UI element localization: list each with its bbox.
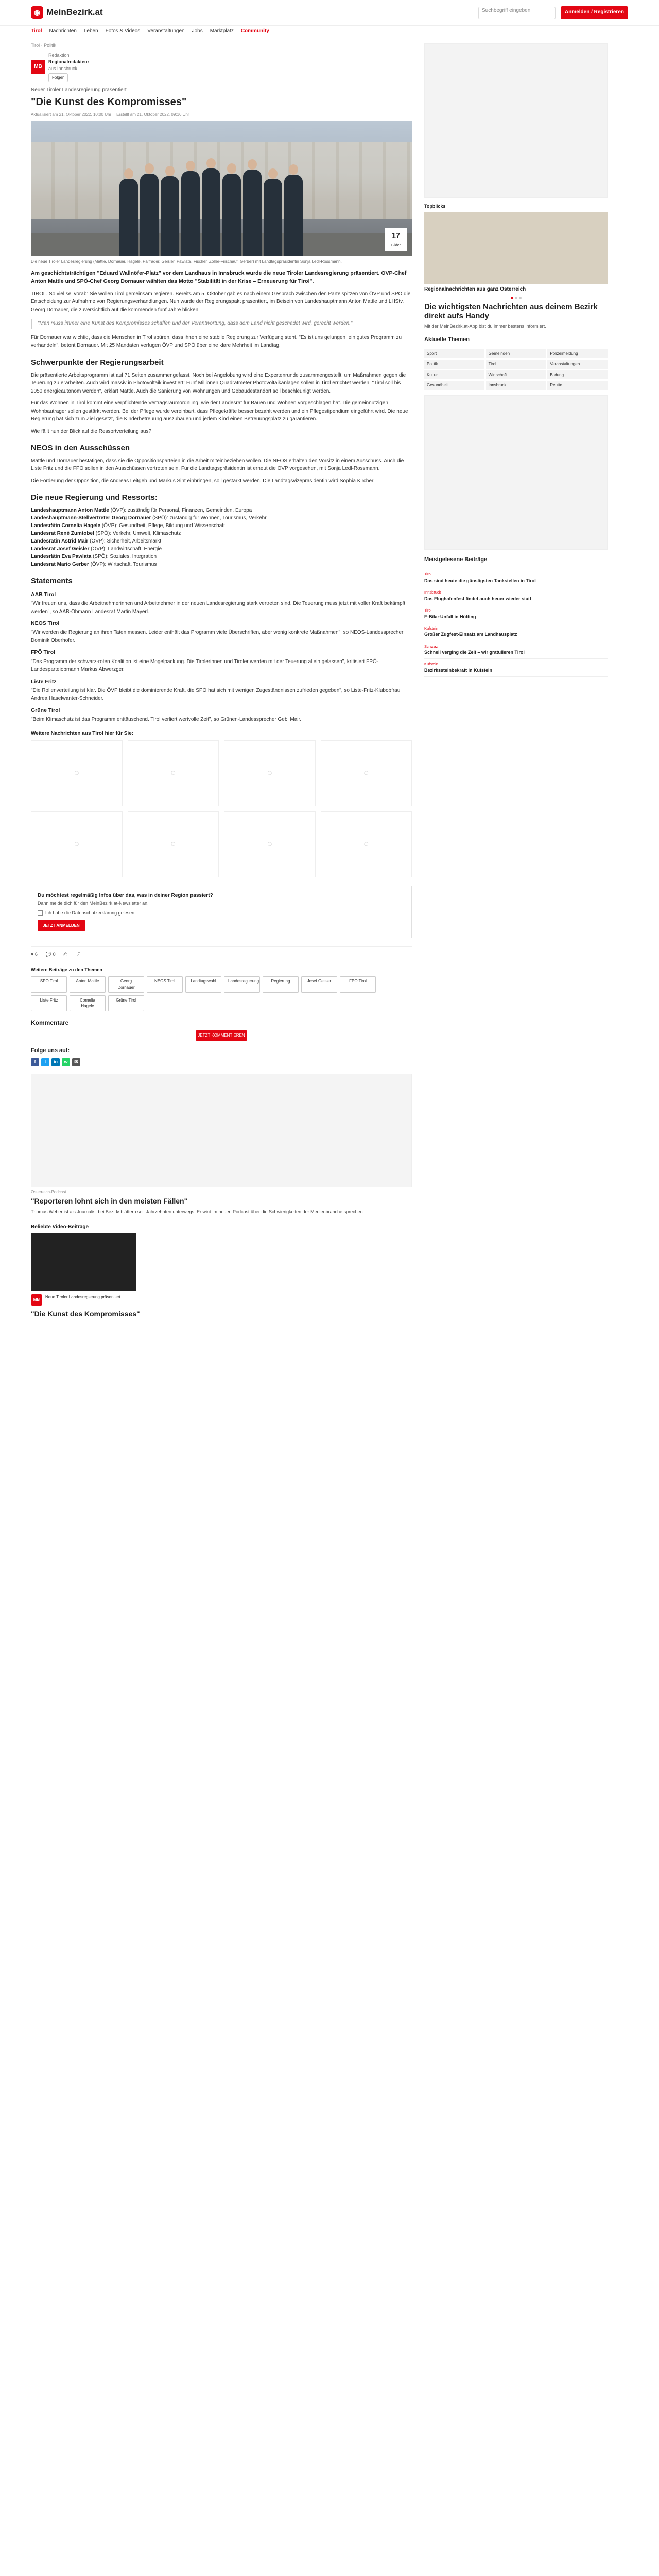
more-news-heading: Weitere Nachrichten aus Tirol hier für Sie:: [31, 730, 134, 736]
hero-image[interactable]: [31, 121, 412, 256]
section-heading: Statements: [31, 577, 73, 586]
article-paragraph: Die präsentierte Arbeitsprogramm ist auf 71 Seiten zusammengefasst. Noch bei Angelobung wird eine Expertenrunde zusammengestellt, um Maßnahmen gegen die Teuerung zu erarbeiten. Auch wird massiv in Photovoltaik investiert: Fünf Millionen Quadratmeter Photovoltaikanlagen sollen in Tirol errichtet werden. "Tirol soll bis 2050 energieautonom werden", erklärt Mattle. Auch die Sanierung von Wohnungen und Gebäudestandort soll beschleunigt werden.: [31, 372, 406, 394]
video-article-title[interactable]: "Die Kunst des Kompromisses": [31, 1309, 140, 1318]
mail-icon[interactable]: ✉: [72, 1058, 80, 1066]
main-column: [31, 38, 412, 1319]
topic-tag[interactable]: Regierung: [263, 976, 299, 992]
app-promo-title: Die wichtigsten Nachrichten aus deinem Bezirk direkt aufs Handy: [424, 302, 598, 320]
podcast-kicker: Österreich-Podcast: [31, 1189, 66, 1194]
news-card[interactable]: [224, 740, 316, 806]
most-read-title: E-Bike-Unfall in Hötting: [424, 614, 476, 619]
slider-dot[interactable]: [519, 297, 522, 299]
topic-tag[interactable]: Landesregierung: [224, 976, 260, 992]
news-card[interactable]: [321, 811, 412, 877]
article-paragraph: Mattle und Dornauer bestätigen, dass sie die Oppositionsparteien in die Arbeit miteinbeziehen wollen. Die NEOS erhalten den Vorsitz in einem Ausschuss. Auch die Liste Fritz und die FPÖ sollen in den Ausschüssen vertreten sein. Für die Landtagspräsidentin ist erneut die ÖVP vorgesehen, mit Sonja Ledl-Rossmann.: [31, 457, 404, 472]
person-figure: [284, 175, 303, 256]
logo-text: MeinBezirk.at: [46, 7, 103, 18]
login-button[interactable]: Anmelden / Registrieren: [561, 6, 628, 19]
role-item: Landesrätin Cornelia Hagele (ÖVP): Gesundheit, Pflege, Bildung und Wissenschaft: [31, 523, 225, 529]
role-item: Landesrat Josef Geisler (ÖVP): Landwirtschaft, Energie: [31, 546, 162, 552]
twitter-icon[interactable]: t: [41, 1058, 49, 1066]
photo-counter[interactable]: [385, 228, 407, 251]
newsletter-signup-button[interactable]: JETZT ANMELDEN: [38, 920, 85, 932]
sidebar-ad[interactable]: [424, 395, 608, 550]
loading-icon: ◌: [170, 840, 176, 849]
topic-tag[interactable]: NEOS Tirol: [147, 976, 183, 992]
section-heading: Die neue Regierung und Ressorts:: [31, 493, 158, 502]
site-logo[interactable]: [31, 6, 103, 19]
topthemen-heading: Topblicks: [424, 204, 446, 209]
podcast-title[interactable]: "Reporteren lohnt sich in den meisten Fällen": [31, 1197, 188, 1206]
person-figure: [243, 170, 262, 256]
more-news-grid: [31, 740, 412, 877]
nav-item-veranstaltungen[interactable]: Veranstaltungen: [147, 28, 185, 35]
author-box: [31, 52, 412, 82]
app-promo[interactable]: [424, 302, 608, 330]
author-name[interactable]: Regionalredakteur: [48, 59, 90, 65]
article-kicker: Neuer Tiroler Landesregierung präsentiert: [31, 87, 127, 93]
top-bar: [0, 0, 659, 26]
loading-icon: ◌: [267, 840, 272, 849]
content-container: [0, 38, 659, 1319]
person-figure: [161, 176, 179, 256]
topic-tag[interactable]: Georg Dornauer: [108, 976, 144, 992]
topic-tag[interactable]: SPÖ Tirol: [31, 976, 67, 992]
role-item: Landesrat René Zumtobel (SPÖ): Verkehr, Umwelt, Klimaschutz: [31, 531, 181, 537]
most-read-title: Schnell verging die Zeit – wir gratulieren Tirol: [424, 650, 525, 655]
news-card[interactable]: [321, 740, 412, 806]
role-item: Landesrätin Eva Pawlata (SPÖ): Soziales, Integration: [31, 554, 157, 560]
topthemen-slider[interactable]: [424, 212, 608, 284]
statement-title: AAB Tirol: [31, 591, 56, 598]
logo-icon: ◉: [31, 6, 43, 19]
consent-checkbox[interactable]: [38, 910, 43, 916]
main-nav: [0, 26, 659, 38]
nav-item-marktplatz[interactable]: Marktplatz: [210, 28, 234, 35]
photo-counter-label: Bilder: [391, 243, 401, 247]
statement-text: "Wir freuen uns, dass die Arbeitnehmerinnen und Arbeitnehmer in der neuen Landesregierung stark vertreten sind. Die Teuerung muss jetzt mit voller Kraft bekämpft werden", so AAB-Obmann Landesrat Martin Mayerl.: [31, 601, 406, 615]
newsletter-title: Du möchtest regelmäßig Infos über das, was in deiner Region passiert?: [38, 893, 213, 899]
nav-item-fotos[interactable]: Fotos & Videos: [105, 28, 141, 35]
news-card[interactable]: [31, 740, 123, 806]
statement-title: Grüne Tirol: [31, 707, 60, 714]
most-read-item[interactable]: [424, 659, 608, 677]
video-author: [31, 1294, 412, 1306]
statement-text: "Wir werden die Regierung an ihren Taten messen. Leider enthält das Programm viele Überschriften, aber wenig konkrete Maßnahmen", so NEOS-Landessprecher Dominik Oberhofer.: [31, 630, 404, 643]
comments-heading: Kommentare: [31, 1019, 69, 1026]
topic-tag[interactable]: Josef Geisler: [301, 976, 337, 992]
person-figure: [181, 171, 200, 256]
most-read-category: Kufstein: [424, 662, 439, 667]
most-read-item[interactable]: [424, 587, 608, 605]
newsletter-subtitle: Dann melde dich für den MeinBezirk.at-Newsletter an.: [38, 900, 149, 906]
video-author-label: Neue Tiroler Landesregierung präsentiert: [45, 1294, 120, 1299]
article-paragraph: Für das Wohnen in Tirol kommt eine verpflichtende Vertragsraumordnung, wie der Landesrat für Bauen und Wohnen vorgeschlagen hat. Die gemeinnützigen Wohnbauträger sollen gestärkt werden. Bei der Pflege wurde vereinbart, dass Pflegekräfte besser bezahlt werden und ein Pflegestipendium eingeführt wird. Die neue Regierung hat sich zum Ziel gesetzt, die Kinderbetreuung auszubauen und jedem Kind einen Betreuungsplatz zu garantieren.: [31, 400, 408, 422]
category-chip[interactable]: Tirol: [486, 360, 546, 369]
loading-icon: ◌: [267, 769, 272, 778]
most-read-title: Bezirkssteinbekraft in Kufstein: [424, 668, 493, 673]
loading-icon: ◌: [74, 769, 79, 778]
topic-tag[interactable]: Liste Fritz: [31, 995, 67, 1011]
topic-tag[interactable]: Cornelia Hagele: [70, 995, 106, 1011]
nav-item-tirol[interactable]: Tirol: [31, 28, 42, 35]
person-figure: [264, 179, 282, 256]
hero-caption: Die neue Tiroler Landesregierung (Mattle, Dornauer, Hagele, Palfrader, Geisler, Pawlata, Fischer, Zoller-Frischauf, Gerber) mit Landtagspräsidentin Sonja Ledl-Rossmann.: [31, 259, 342, 264]
heart-icon[interactable]: ♥ 6: [31, 952, 38, 957]
statement-title: Liste Fritz: [31, 678, 57, 685]
statement-text: "Das Programm der schwarz-roten Koalition ist eine Mogelpackung. Die Tirolerinnen und Tiroler werden mit der Teuerung allein gelassen", kritisiert FPÖ-Landesparteiobmann Markus Abwerzger.: [31, 658, 378, 673]
article-lead: Am geschichtsträchtigen "Eduard Wallnöfer-Platz" vor dem Landhaus in Innsbruck wurde die neue Tiroler Landesregierung präsentiert. ÖVP-Chef Anton Mattle und SPÖ-Chef Georg Dornauer wählten das Motto "Stabilität in der Krise – Erneuerung für Tirol".: [31, 270, 407, 285]
person-figure: [222, 174, 241, 256]
topic-tags: [31, 976, 412, 1011]
video-section-heading: Beliebte Video-Beiträge: [31, 1224, 89, 1230]
nav-item-jobs[interactable]: Jobs: [192, 28, 203, 35]
loading-icon: ◌: [363, 769, 369, 778]
share-icon[interactable]: ⤴: [75, 952, 80, 957]
topics-heading: Weitere Beiträge zu den Themen: [31, 967, 102, 973]
article-title: "Die Kunst des Kompromisses": [31, 96, 187, 108]
category-chip[interactable]: Gesundheit: [424, 381, 484, 390]
most-read-heading: Meistgelesene Beiträge: [424, 556, 608, 566]
statement-title: NEOS Tirol: [31, 620, 60, 627]
comment-button[interactable]: JETZT KOMMENTIEREN: [196, 1030, 247, 1041]
section-heading: Schwerpunkte der Regierungsarbeit: [31, 358, 164, 367]
aktuelle-themen-heading: Aktuelle Themen: [424, 336, 608, 346]
news-card[interactable]: [128, 811, 219, 877]
meta-published: Erstellt am 21. Oktober 2022, 09:16 Uhr: [116, 112, 189, 117]
whatsapp-icon[interactable]: w: [62, 1058, 70, 1066]
topic-tag[interactable]: FPÖ Tirol: [340, 976, 376, 992]
person-figure: [119, 179, 138, 256]
category-chip[interactable]: Wirtschaft: [486, 370, 546, 380]
category-chip[interactable]: Innsbruck: [486, 381, 546, 390]
most-read-item[interactable]: [424, 605, 608, 623]
sidebar: [424, 38, 608, 1319]
share-row: [31, 1058, 412, 1066]
most-read-category: Schwaz: [424, 643, 438, 649]
print-icon[interactable]: ⎙: [63, 952, 67, 957]
statements-list: [31, 591, 412, 724]
meta-updated: Aktualisiert am 21. Oktober 2022, 10:00 Uhr: [31, 112, 112, 117]
person-figure: [202, 168, 220, 256]
slider-dot[interactable]: [511, 297, 513, 299]
news-card[interactable]: [224, 811, 316, 877]
nav-item-nachrichten[interactable]: Nachrichten: [49, 28, 77, 35]
share-heading: Folge uns auf:: [31, 1047, 70, 1054]
most-read-category: Tirol: [424, 607, 432, 613]
hero-people: [108, 158, 314, 256]
article-meta: [31, 112, 412, 118]
category-chip[interactable]: Reutte: [547, 381, 608, 390]
video-thumbnail[interactable]: [31, 1233, 136, 1291]
comment-icon[interactable]: 💬 0: [45, 952, 56, 957]
sidebar-ad[interactable]: [424, 43, 608, 198]
most-read-item[interactable]: [424, 623, 608, 641]
loading-icon: ◌: [74, 840, 79, 849]
category-chip[interactable]: Bildung: [547, 370, 608, 380]
loading-icon: ◌: [363, 840, 369, 849]
role-item: Landesrätin Astrid Mair (ÖVP): Sicherheit, Arbeitsmarkt: [31, 538, 162, 545]
author-avatar[interactable]: MB: [31, 60, 45, 74]
author-sub: aus Innsbruck: [48, 66, 78, 72]
most-read-category: Innsbruck: [424, 589, 441, 595]
breadcrumb[interactable]: Tirol · Politik: [31, 43, 57, 48]
app-promo-text: Mit der MeinBezirk.at-App bist du immer bestens informiert.: [424, 323, 546, 329]
most-read-item[interactable]: [424, 641, 608, 659]
most-read-category: Kufstein: [424, 625, 439, 631]
most-read-title: Großer Zugfest-Einsatz am Landhausplatz: [424, 632, 517, 637]
nav-item-leben[interactable]: Leben: [83, 28, 98, 35]
consent-label: Ich habe die Datenschutzerklärung gelesen.: [45, 910, 136, 916]
top-right: [478, 6, 628, 19]
article-paragraph: TIROL. So viel sei vorab: Sie wollen Tirol gemeinsam regieren. Bereits am 5. Oktober gab es nach einem Gespräch zwischen den Parteispitzen von ÖVP und SPÖ die Entscheidung zur Aufnahme von Regierungsverhandlungen. Nun wurde der Regierungspakt präsentiert, im Beisein von Landeshauptmann Anton Mattle und LHStv. Georg Dornauer, die zuversichtlich auf die kommenden fünf Jahre blicken.: [31, 291, 411, 313]
slider-dots: [424, 297, 608, 299]
category-grid: [424, 349, 608, 390]
slider-title[interactable]: Regionalnachrichten aus ganz Österreich: [424, 286, 526, 293]
article-paragraph: Die Förderung der Opposition, die Andreas Leitgeb und Markus Sint einbringen, soll gestärkt werden. Die Landtagsvizepräsidentin wird Sophia Kircher.: [31, 478, 375, 484]
topic-tag[interactable]: Landtagswahl: [185, 976, 221, 992]
most-read-category: Tirol: [424, 571, 432, 577]
category-chip[interactable]: Politik: [424, 360, 484, 369]
most-read-title: Das Flughafenfest findet auch heuer wieder statt: [424, 596, 532, 601]
role-item: Landeshauptmann Anton Mattle (ÖVP): zuständig für Personal, Finanzen, Gemeinden, Europa: [31, 507, 252, 514]
facebook-icon[interactable]: f: [31, 1058, 39, 1066]
category-chip[interactable]: Gemeinden: [486, 349, 546, 359]
role-item: Landesrat Mario Gerber (ÖVP): Wirtschaft, Tourismus: [31, 562, 157, 568]
newsletter-box: [31, 886, 412, 938]
topic-tag[interactable]: Grüne Tirol: [108, 995, 144, 1011]
role-list: [31, 506, 412, 568]
article-quote: "Man muss immer eine Kunst des Kompromisses schaffen und der Verantwortung, dass dem Land nicht geschadet wird, gerecht werden.": [31, 319, 412, 329]
category-chip[interactable]: Kultur: [424, 370, 484, 380]
article-paragraph: Für Dornauer war wichtig, dass die Menschen in Tirol spüren, dass ihnen eine stabile Regierung zur Verfügung steht. "Es ist uns gelungen, ein gutes Programm zu verhandeln", betont Dornauer. Mit 25 Mandaten verfügen ÖVP und SPÖ über eine klare Mehrheit im Landtag.: [31, 334, 402, 349]
reactions-bar: [31, 946, 412, 962]
photo-counter-value: 17: [391, 231, 401, 240]
news-card[interactable]: [31, 811, 123, 877]
loading-icon: ◌: [170, 769, 176, 778]
newsletter-consent[interactable]: [38, 910, 405, 917]
most-read-list: [424, 569, 608, 677]
most-read-title: Das sind heute die günstigsten Tankstellen in Tirol: [424, 578, 536, 583]
statement-text: "Beim Klimaschutz ist das Programm enttäuschend. Tirol verliert wertvolle Zeit", so Grünen-Landessprecher Gebi Mair.: [31, 717, 302, 723]
person-figure: [140, 174, 159, 256]
nav-item-community[interactable]: Community: [240, 28, 269, 35]
statement-text: "Die Rollenverteilung ist klar. Die ÖVP bleibt die dominierende Kraft, die SPÖ hat sich mit wenigen Zugeständnissen zufrieden gegeben", so Liste-Fritz-Klubobfrau Andrea Haselwanter-Schneider.: [31, 687, 401, 702]
category-chip[interactable]: Veranstaltungen: [547, 360, 608, 369]
most-read-item[interactable]: [424, 569, 608, 587]
podcast-text: Thomas Weber ist als Journalist bei Bezirksblättern seit Jahrzehnten unterwegs. Er wird im neuen Podcast über die Schwierigkeiten der Medienbranche sprechen.: [31, 1209, 365, 1214]
statement-title: FPÖ Tirol: [31, 649, 56, 656]
author-label: Redaktion: [48, 53, 70, 58]
linkedin-icon[interactable]: in: [51, 1058, 60, 1066]
podcast-image[interactable]: [31, 1074, 412, 1187]
follow-button[interactable]: Folgen: [48, 73, 68, 82]
search-input[interactable]: Suchbegriff eingeben: [478, 7, 556, 19]
topic-tag[interactable]: Anton Mattle: [70, 976, 106, 992]
article-paragraph: Wie fällt nun der Blick auf die Ressortverteilung aus?: [31, 428, 152, 434]
category-chip[interactable]: Polizeimeldung: [547, 349, 608, 359]
video-author-avatar[interactable]: MB: [31, 1294, 42, 1306]
section-heading: NEOS in den Ausschüssen: [31, 444, 130, 453]
category-chip[interactable]: Sport: [424, 349, 484, 359]
news-card[interactable]: [128, 740, 219, 806]
role-item: Landeshauptmann-Stellvertreter Georg Dornauer (SPÖ): zuständig für Wohnen, Tourismus, Verkehr: [31, 515, 267, 521]
slider-dot[interactable]: [515, 297, 517, 299]
